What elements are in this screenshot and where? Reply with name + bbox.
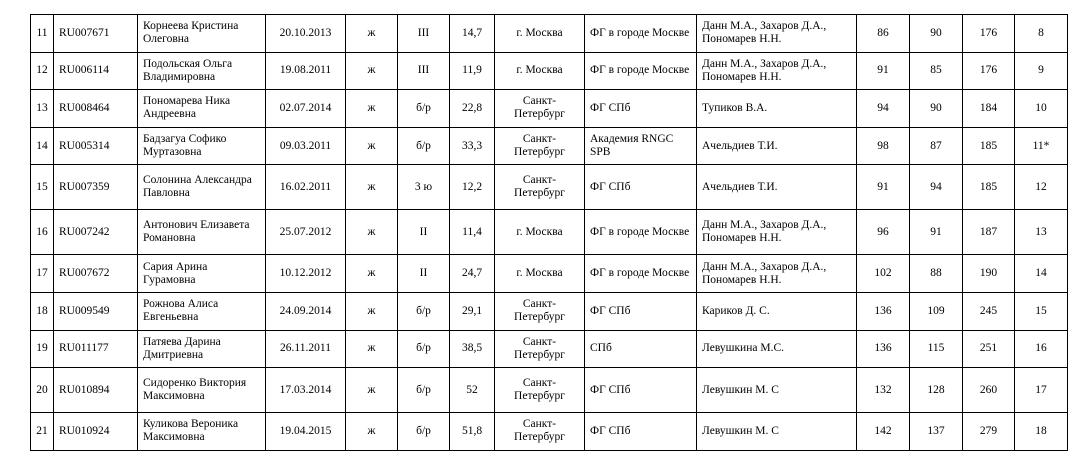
cell-result-2: 137 [910,413,963,451]
cell-birth-date: 25.07.2012 [266,210,346,255]
cell-result-2: 88 [910,255,963,293]
cell-result-1: 142 [857,413,910,451]
cell-total: 245 [963,292,1015,330]
cell-organization: ФГ в городе Москве [585,15,697,53]
cell-result-1: 96 [857,210,910,255]
cell-organization: ФГ СПб [585,292,697,330]
results-table-body [31,15,1068,451]
cell-result-2: 109 [910,292,963,330]
cell-place: 18 [1015,413,1068,451]
cell-sex: ж [346,52,398,90]
cell-result-1: 94 [857,90,910,128]
cell-place: 10 [1015,90,1068,128]
results-table [30,14,1068,451]
cell-organization: ФГ СПб [585,90,697,128]
cell-sex: ж [346,90,398,128]
cell-total: 260 [963,368,1015,413]
cell-total: 185 [963,127,1015,165]
cell-place: 14 [1015,255,1068,293]
cell-result-2: 90 [910,15,963,53]
table-row [31,52,1068,90]
cell-rank: б/р [398,413,450,451]
cell-birth-date: 17.03.2014 [266,368,346,413]
cell-city: Санкт-Петербург [495,292,585,330]
cell-place: 17 [1015,368,1068,413]
cell-athlete-id: RU009549 [54,292,138,330]
table-row [31,165,1068,210]
results-sheet [30,14,1068,451]
cell-total: 185 [963,165,1015,210]
table-row [31,90,1068,128]
cell-athlete-id: RU005314 [54,127,138,165]
cell-rank: б/р [398,368,450,413]
cell-result-1: 132 [857,368,910,413]
cell-result-2: 90 [910,90,963,128]
cell-athlete-id: RU007359 [54,165,138,210]
cell-city: г. Москва [495,52,585,90]
cell-place: 12 [1015,165,1068,210]
cell-coach: Данн М.А., Захаров Д.А., Пономарев Н.Н. [697,210,857,255]
cell-total: 279 [963,413,1015,451]
cell-city: Санкт-Петербург [495,90,585,128]
cell-number: 19 [31,330,54,368]
cell-city: г. Москва [495,210,585,255]
cell-athlete-id: RU010924 [54,413,138,451]
cell-city: Санкт-Петербург [495,165,585,210]
cell-number: 21 [31,413,54,451]
cell-rating: 38,5 [450,330,495,368]
cell-birth-date: 02.07.2014 [266,90,346,128]
cell-number: 16 [31,210,54,255]
cell-result-1: 91 [857,165,910,210]
cell-athlete-id: RU007242 [54,210,138,255]
cell-organization: ФГ в городе Москве [585,210,697,255]
cell-athlete-name: Сидоренко Виктория Максимовна [138,368,266,413]
cell-coach: Левушкин М. С [697,413,857,451]
cell-rating: 12,2 [450,165,495,210]
cell-rank: III [398,52,450,90]
cell-rating: 11,9 [450,52,495,90]
cell-result-1: 102 [857,255,910,293]
cell-rank: б/р [398,127,450,165]
cell-place: 8 [1015,15,1068,53]
cell-sex: ж [346,210,398,255]
table-row [31,127,1068,165]
cell-result-1: 136 [857,292,910,330]
cell-rank: б/р [398,292,450,330]
cell-coach: Данн М.А., Захаров Д.А., Пономарев Н.Н. [697,255,857,293]
cell-birth-date: 10.12.2012 [266,255,346,293]
table-row [31,413,1068,451]
cell-coach: Левушкина М.С. [697,330,857,368]
cell-organization: СПб [585,330,697,368]
cell-rank: II [398,255,450,293]
cell-number: 17 [31,255,54,293]
cell-coach: Данн М.А., Захаров Д.А., Пономарев Н.Н. [697,15,857,53]
cell-birth-date: 19.04.2015 [266,413,346,451]
cell-result-1: 136 [857,330,910,368]
cell-sex: ж [346,15,398,53]
cell-rank: 3 ю [398,165,450,210]
table-row [31,255,1068,293]
cell-organization: ФГ в городе Москве [585,255,697,293]
cell-coach: Тупиков В.А. [697,90,857,128]
cell-athlete-name: Солонина Александра Павловна [138,165,266,210]
cell-number: 11 [31,15,54,53]
cell-organization: ФГ СПб [585,368,697,413]
cell-coach: Левушкин М. С [697,368,857,413]
cell-birth-date: 09.03.2011 [266,127,346,165]
cell-rating: 33,3 [450,127,495,165]
cell-number: 18 [31,292,54,330]
table-row [31,330,1068,368]
cell-total: 184 [963,90,1015,128]
cell-number: 13 [31,90,54,128]
table-row [31,15,1068,53]
cell-rating: 24,7 [450,255,495,293]
cell-athlete-name: Бадзагуа Софико Муртазовна [138,127,266,165]
cell-birth-date: 16.02.2011 [266,165,346,210]
cell-coach: Ачельдиев Т.И. [697,127,857,165]
cell-result-2: 85 [910,52,963,90]
cell-result-2: 91 [910,210,963,255]
cell-rating: 51,8 [450,413,495,451]
cell-rating: 14,7 [450,15,495,53]
cell-sex: ж [346,330,398,368]
cell-number: 14 [31,127,54,165]
cell-sex: ж [346,165,398,210]
table-row [31,210,1068,255]
cell-coach: Данн М.А., Захаров Д.А., Пономарев Н.Н. [697,52,857,90]
cell-number: 20 [31,368,54,413]
cell-athlete-name: Пономарева Ника Андреевна [138,90,266,128]
cell-rank: б/р [398,330,450,368]
cell-city: г. Москва [495,255,585,293]
cell-athlete-name: Куликова Вероника Максимовна [138,413,266,451]
cell-athlete-name: Рожнова Алиса Евгеньевна [138,292,266,330]
cell-rank: II [398,210,450,255]
cell-rank: III [398,15,450,53]
cell-sex: ж [346,127,398,165]
cell-total: 190 [963,255,1015,293]
cell-organization: ФГ СПб [585,413,697,451]
cell-result-1: 98 [857,127,910,165]
cell-athlete-id: RU007672 [54,255,138,293]
cell-athlete-name: Антонович Елизавета Романовна [138,210,266,255]
cell-sex: ж [346,413,398,451]
cell-athlete-id: RU011177 [54,330,138,368]
cell-organization: ФГ в городе Москве [585,52,697,90]
cell-result-2: 128 [910,368,963,413]
cell-athlete-name: Корнеева Кристина Олеговна [138,15,266,53]
cell-sex: ж [346,368,398,413]
cell-birth-date: 19.08.2011 [266,52,346,90]
cell-city: Санкт-Петербург [495,368,585,413]
cell-result-2: 87 [910,127,963,165]
cell-organization: ФГ СПб [585,165,697,210]
cell-city: г. Москва [495,15,585,53]
cell-birth-date: 20.10.2013 [266,15,346,53]
cell-place: 15 [1015,292,1068,330]
cell-total: 251 [963,330,1015,368]
cell-sex: ж [346,292,398,330]
cell-athlete-id: RU008464 [54,90,138,128]
cell-city: Санкт-Петербург [495,413,585,451]
cell-rating: 11,4 [450,210,495,255]
cell-rating: 22,8 [450,90,495,128]
cell-city: Санкт-Петербург [495,330,585,368]
cell-athlete-id: RU010894 [54,368,138,413]
cell-number: 15 [31,165,54,210]
cell-rating: 52 [450,368,495,413]
cell-sex: ж [346,255,398,293]
cell-total: 176 [963,52,1015,90]
cell-rank: б/р [398,90,450,128]
table-row [31,368,1068,413]
cell-result-2: 94 [910,165,963,210]
cell-city: Санкт-Петербург [495,127,585,165]
cell-athlete-id: RU006114 [54,52,138,90]
cell-organization: Академия RNGC SPB [585,127,697,165]
cell-rating: 29,1 [450,292,495,330]
cell-total: 176 [963,15,1015,53]
cell-place: 13 [1015,210,1068,255]
cell-number: 12 [31,52,54,90]
cell-coach: Кариков Д. С. [697,292,857,330]
cell-athlete-name: Подольская Ольга Владимировна [138,52,266,90]
cell-place: 9 [1015,52,1068,90]
cell-athlete-name: Сария Арина Гурамовна [138,255,266,293]
cell-place: 16 [1015,330,1068,368]
cell-result-1: 91 [857,52,910,90]
cell-birth-date: 24.09.2014 [266,292,346,330]
cell-birth-date: 26.11.2011 [266,330,346,368]
cell-result-1: 86 [857,15,910,53]
cell-place: 11* [1015,127,1068,165]
cell-coach: Ачельдиев Т.И. [697,165,857,210]
cell-total: 187 [963,210,1015,255]
cell-athlete-name: Патяева Дарина Дмитриевна [138,330,266,368]
cell-result-2: 115 [910,330,963,368]
table-row [31,292,1068,330]
cell-athlete-id: RU007671 [54,15,138,53]
